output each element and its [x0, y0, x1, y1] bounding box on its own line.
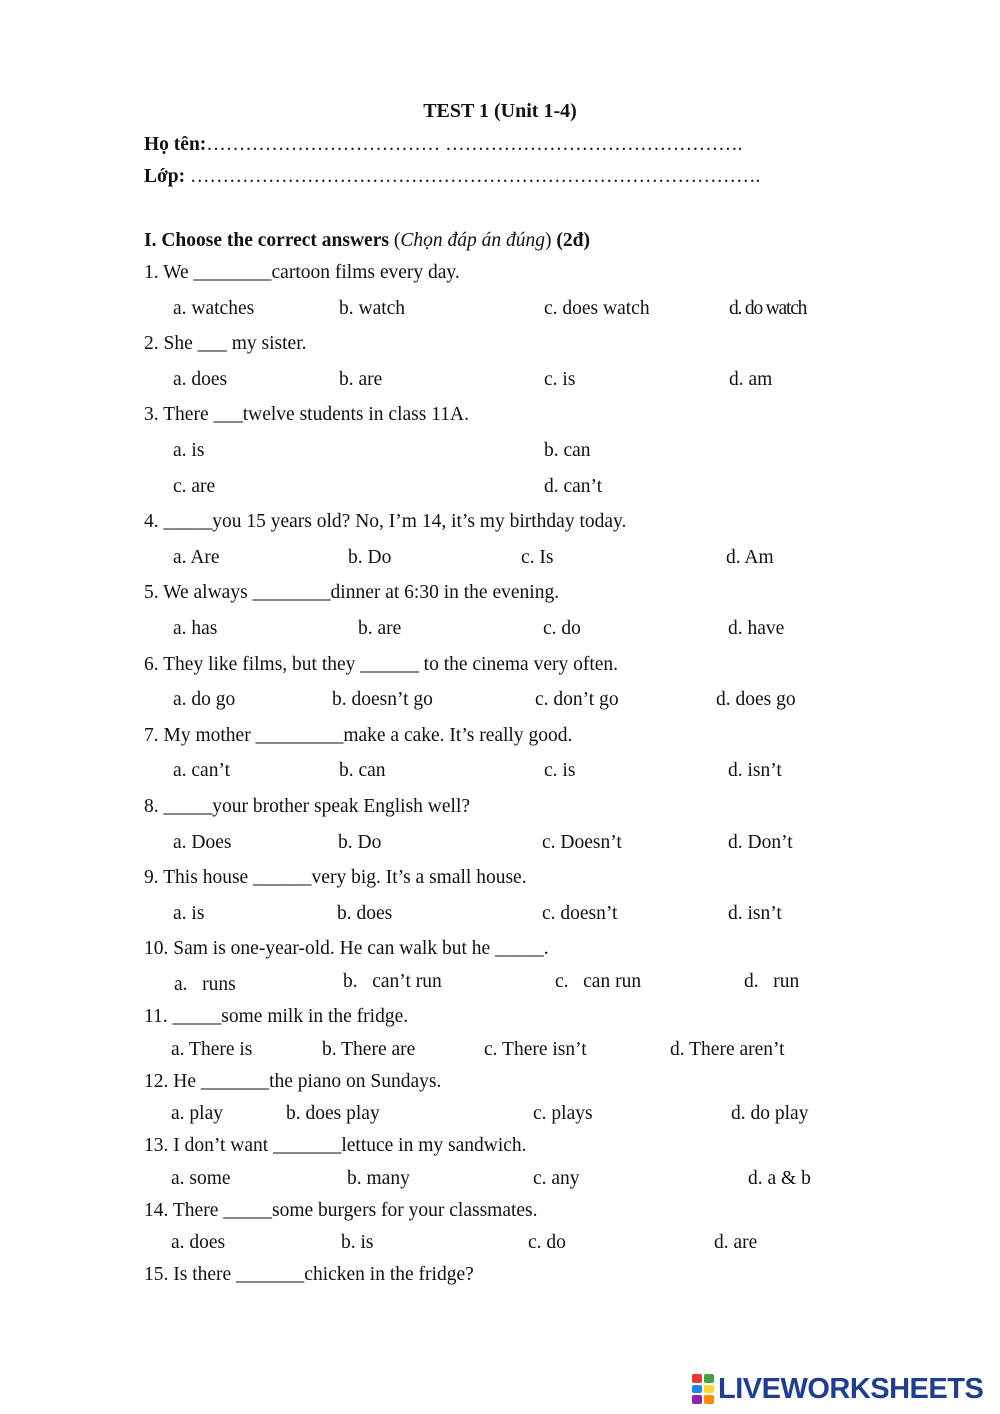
q11-option-d: d. There aren’t	[670, 1039, 785, 1060]
q5-option-c: c. do	[543, 618, 581, 639]
logo-square-2	[704, 1374, 714, 1383]
logo-square-6	[704, 1395, 714, 1404]
test-title: TEST 1 (Unit 1-4)	[423, 100, 577, 122]
question-1: 1. We ________cartoon films every day.	[144, 262, 460, 283]
section-heading	[144, 230, 590, 252]
question-7: 7. My mother _________make a cake. It’s really good.	[144, 725, 573, 746]
class-line	[144, 166, 760, 188]
q6-option-a: a. do go	[173, 689, 236, 710]
q6-option-c: c. don’t go	[535, 689, 619, 710]
q2-option-a: a. does	[173, 369, 228, 390]
name-label: Họ tên:	[144, 134, 207, 155]
section-heading-close: )	[544, 230, 557, 251]
q3-option-a: a. is	[173, 440, 205, 461]
question-13: 13. I don’t want _______lettuce in my sandwich.	[144, 1135, 527, 1156]
class-dots: …………………………………………………………………………….	[190, 166, 761, 187]
question-9: 9. This house ______very big. It’s a small house.	[144, 867, 527, 888]
q8-option-c: c. Doesn’t	[542, 832, 622, 853]
q11-option-c: c. There isn’t	[484, 1039, 587, 1060]
name-dots: ……………………………… ……………………………………….	[206, 134, 743, 155]
question-15: 15. Is there _______chicken in the fridge?	[144, 1264, 474, 1285]
logo-square-4	[704, 1385, 714, 1394]
q10-option-a: a. runs	[174, 974, 236, 995]
q11-option-a: a. There is	[171, 1039, 253, 1060]
logo-square-3	[692, 1385, 702, 1394]
q14-option-c: c. do	[528, 1232, 566, 1253]
q14-option-a: a. does	[171, 1232, 226, 1253]
q9-option-a: a. is	[173, 903, 205, 924]
question-12: 12. He _______the piano on Sundays.	[144, 1071, 442, 1092]
q4-option-d: d. Am	[726, 547, 774, 568]
q4-option-c: c. Is	[521, 547, 554, 568]
section-heading-points: (2đ)	[556, 230, 590, 251]
q2-option-b: b. are	[339, 369, 383, 390]
q3-option-c: c. are	[173, 476, 216, 497]
question-3: 3. There ___twelve students in class 11A.	[144, 404, 469, 425]
question-5: 5. We always ________dinner at 6:30 in the evening.	[144, 582, 560, 603]
q13-option-d: d. a & b	[748, 1168, 811, 1189]
q5-option-d: d. have	[728, 618, 785, 639]
q6-option-b: b. doesn’t go	[332, 689, 433, 710]
q2-option-d: d. am	[729, 369, 773, 390]
question-10: 10. Sam is one-year-old. He can walk but he _____.	[144, 938, 549, 959]
q12-option-a: a. play	[171, 1103, 223, 1124]
q1-option-c: c. does watch	[544, 298, 650, 319]
q10-option-b: b. can’t run	[343, 971, 442, 992]
question-2: 2. She ___ my sister.	[144, 333, 307, 354]
liveworksheets-text: LIVEWORKSHEETS	[718, 1372, 984, 1405]
q3-option-d: d. can’t	[544, 476, 603, 497]
logo-square-1	[692, 1374, 702, 1383]
question-11: 11. _____some milk in the fridge.	[144, 1006, 409, 1027]
q4-option-a: a. Are	[173, 547, 220, 568]
q13-option-a: a. some	[171, 1168, 231, 1189]
q12-option-d: d. do play	[731, 1103, 809, 1124]
q5-option-a: a. has	[173, 618, 218, 639]
q14-option-b: b. is	[341, 1232, 374, 1253]
q12-option-b: b. does play	[286, 1103, 380, 1124]
q8-option-b: b. Do	[338, 832, 382, 853]
q3-option-b: b. can	[544, 440, 591, 461]
q1-option-b: b. watch	[339, 298, 406, 319]
q7-option-d: d. isn’t	[728, 760, 782, 781]
q9-option-b: b. does	[337, 903, 393, 924]
section-heading-translation: Chọn đáp án đúng	[400, 230, 545, 251]
q8-option-a: a. Does	[173, 832, 232, 853]
q12-option-c: c. plays	[533, 1103, 593, 1124]
name-line	[144, 134, 743, 156]
q10-option-d: d. run	[744, 971, 800, 992]
q5-option-b: b. are	[358, 618, 402, 639]
question-14: 14. There _____some burgers for your classmates.	[144, 1200, 538, 1221]
q7-option-c: c. is	[544, 760, 576, 781]
q9-option-d: d. isn’t	[728, 903, 782, 924]
q13-option-b: b. many	[347, 1168, 410, 1189]
question-8: 8. _____your brother speak English well?	[144, 796, 471, 817]
section-heading-title: I. Choose the correct answers	[144, 230, 389, 251]
q7-option-a: a. can’t	[173, 760, 231, 781]
q9-option-c: c. doesn’t	[542, 903, 618, 924]
section-heading-open: (	[388, 230, 401, 251]
q1-option-a: a. watches	[173, 298, 255, 319]
q1-option-d: d. do watch	[729, 298, 807, 319]
q14-option-d: d. are	[714, 1232, 758, 1253]
question-4: 4. _____you 15 years old? No, I’m 14, it’s my birthday today.	[144, 511, 627, 532]
q10-option-c: c. can run	[555, 971, 642, 992]
logo-square-5	[692, 1395, 702, 1404]
liveworksheets-mark-icon	[692, 1374, 714, 1404]
q7-option-b: b. can	[339, 760, 386, 781]
class-label: Lớp:	[144, 166, 186, 187]
question-6: 6. They like films, but they ______ to the cinema very often.	[144, 654, 619, 675]
q2-option-c: c. is	[544, 369, 576, 390]
q4-option-b: b. Do	[348, 547, 392, 568]
q8-option-d: d. Don’t	[728, 832, 793, 853]
q11-option-b: b. There are	[322, 1039, 416, 1060]
q13-option-c: c. any	[533, 1168, 580, 1189]
q6-option-d: d. does go	[716, 689, 796, 710]
liveworksheets-logo	[692, 1372, 983, 1406]
